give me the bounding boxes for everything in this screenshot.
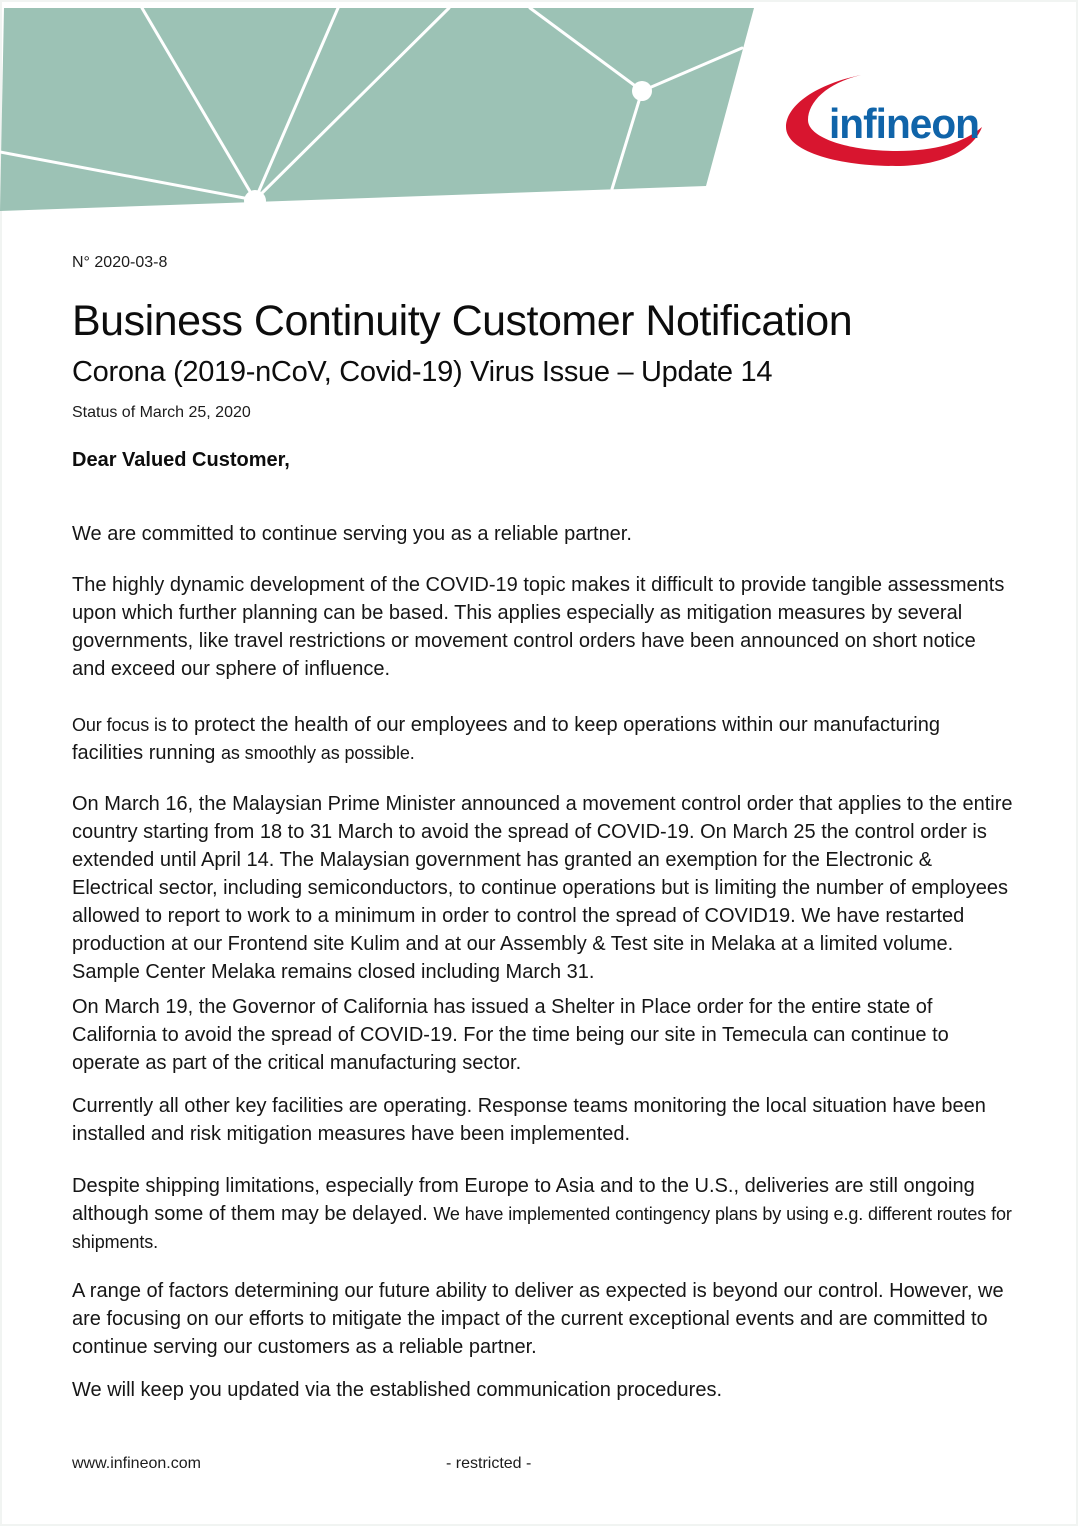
body-paragraph-8: A range of factors determining our future ability to deliver as expected is beyond our control. However, we are focusing on our efforts to mitigate the impact of the current exceptional events and are committed to continue serving our customers as a reliable partner. [72, 1280, 1004, 1358]
logo-wordmark: infineon [829, 100, 979, 147]
doc-ref: N° 2020-03-8 [72, 254, 168, 271]
network-node [244, 190, 266, 212]
footer-classification: - restricted - [446, 1455, 532, 1472]
salutation: Dear Valued Customer, [72, 449, 290, 471]
body-paragraph-2: The highly dynamic development of the COVID-19 topic makes it difficult to provide tangible assessments upon which further planning can be based. This applies especially as mitigation measures by several governments, like travel restrictions or movement control orders have been announced on short notice and exceed our sphere of influence. [72, 574, 1005, 680]
paragraph-segment: We have implemented contingency plans by using e.g. different routes for shipments. [72, 1204, 1012, 1252]
body-paragraph-9: We will keep you updated via the established communication procedures. [72, 1379, 722, 1401]
body-paragraph-4: On March 16, the Malaysian Prime Minister announced a movement control order that applies to the entire country starting from 18 to 31 March to avoid the spread of COVID-19. On March 25 the control order is extended until April 14. The Malaysian government has granted an exemption for the Electronic & Electrical sector, including semiconductors, to continue operations but is limiting the number of employees allowed to report to work to a minimum in order to control the spread of COVID19. We have restarted production at our Frontend site Kulim and at our Assembly & Test site in Melaka at a limited volume. Sample Center Melaka remains closed including March 31. [72, 793, 1013, 983]
paragraph-segment: Despite shipping limitations, especially from Europe to Asia and to the U.S., deliveries are still ongoing although some of them may be delayed. [72, 1175, 975, 1225]
body-paragraph-3 [72, 711, 1014, 767]
paragraph-segment: as smoothly as possible. [220, 743, 415, 763]
body-paragraph-6: Currently all other key facilities are operating. Response teams monitoring the local situation have been installed and risk mitigation measures have been implemented. [72, 1095, 986, 1145]
body-paragraph-5: On March 19, the Governor of California has issued a Shelter in Place order for the entire state of California to avoid the spread of COVID-19. For the time being our site in Temecula can continue to operate as part of the critical manufacturing sector. [72, 996, 949, 1074]
network-node [632, 81, 652, 101]
body-paragraph-1: We are committed to continue serving you as a reliable partner. [72, 523, 632, 545]
paragraph-segment: Our focus is [72, 715, 172, 735]
paragraph-segment: to protect the health of our employees and to keep operations within our manufacturing facilities running [72, 714, 940, 764]
status-line: Status of March 25, 2020 [72, 404, 251, 421]
infineon-logo [779, 72, 991, 170]
body-paragraph-7 [72, 1172, 1014, 1256]
page-title: Business Continuity Customer Notification [72, 297, 853, 345]
footer-website: www.infineon.com [72, 1455, 201, 1472]
page-subtitle: Corona (2019-nCoV, Covid-19) Virus Issue – Update 14 [72, 356, 773, 388]
